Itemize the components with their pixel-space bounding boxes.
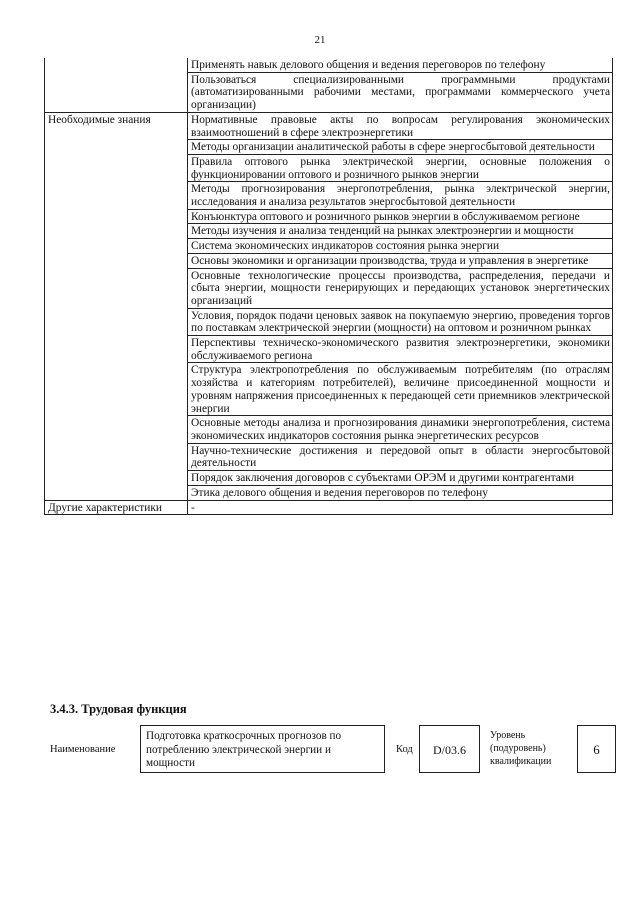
row-label: [45, 58, 188, 112]
row-label: Другие характеристики: [45, 500, 188, 515]
page-number: 21: [314, 34, 326, 46]
labor-function-header: [50, 725, 616, 777]
row-content: Конъюнктура оптового и розничного рынков энергии в обслуживаемом регионе: [188, 209, 613, 224]
row-content: Основные технологические процессы производства, распределения, передачи и сбыта энергии, мощности генерирующих и передающих установок энергетических организаций: [188, 268, 613, 308]
row-content: Методы прогнозирования энергопотребления, рынка электрической энергии, исследования и анализа результатов энергосбытовой деятельности: [188, 182, 613, 209]
row-content: -: [188, 500, 613, 515]
row-content: Основные методы анализа и прогнозирования динамики энергопотребления, система экономических индикаторов состояния рынка энергетических ресурсов: [188, 416, 613, 443]
code-label: Код: [396, 744, 413, 755]
code-value: D/03.6: [419, 725, 480, 773]
section-title: 3.4.3. Трудовая функция: [50, 702, 187, 716]
row-content: Этика делового общения и ведения переговоров по телефону: [188, 485, 613, 500]
row-content: Структура электропотребления по обслуживаемым потребителям (по отраслям хозяйства и категориям потребителей), величине присоединенной мощности и уровням напряжения присоединенных к передающей сети приемников электрической энергии: [188, 363, 613, 416]
row-content: Порядок заключения договоров с субъектами ОРЭМ и другими контрагентами: [188, 471, 613, 486]
row-content: Нормативные правовые акты по вопросам регулирования экономических взаимоотношений в сфере электроэнергетики: [188, 112, 613, 139]
knowledge-table: [44, 58, 613, 515]
row-content: Применять навык делового общения и ведения переговоров по телефону: [188, 58, 613, 72]
level-label: Уровень (подуровень) квалификации: [490, 730, 552, 767]
row-content: Пользоваться специализированными программными продуктами (автоматизированными рабочими местами, программами коммерческого учета организации): [188, 72, 613, 112]
table-row: [45, 500, 613, 515]
row-content: Научно-технические достижения и передовой опыт в области энергосбытовой деятельности: [188, 443, 613, 470]
name-label: Наименование: [50, 744, 116, 755]
row-content: Правила оптового рынка электрической энергии, основные положения о функционировании оптового и розничного рынков энергии: [188, 154, 613, 181]
table-row: [45, 112, 613, 139]
level-value: 6: [577, 725, 616, 773]
row-content: Перспективы техническо-экономического развития электроэнергетики, экономики обслуживаемого региона: [188, 336, 613, 363]
row-content: Система экономических индикаторов состояния рынка энергии: [188, 239, 613, 254]
row-content: Методы изучения и анализа тенденций на рынках электроэнергии и мощности: [188, 224, 613, 239]
row-content: Условия, порядок подачи ценовых заявок на покупаемую энергию, проведения торгов по поставкам электрической энергии (мощности) на оптовом и розничном рынках: [188, 308, 613, 335]
name-value: Подготовка краткосрочных прогнозов по потреблению электрической энергии и мощности: [140, 725, 385, 773]
table-row: [45, 58, 613, 72]
row-content: Методы организации аналитической работы в сфере энергосбытовой деятельности: [188, 140, 613, 155]
row-content: Основы экономики и организации производства, труда и управления в энергетике: [188, 253, 613, 268]
row-label: Необходимые знания: [45, 112, 188, 500]
